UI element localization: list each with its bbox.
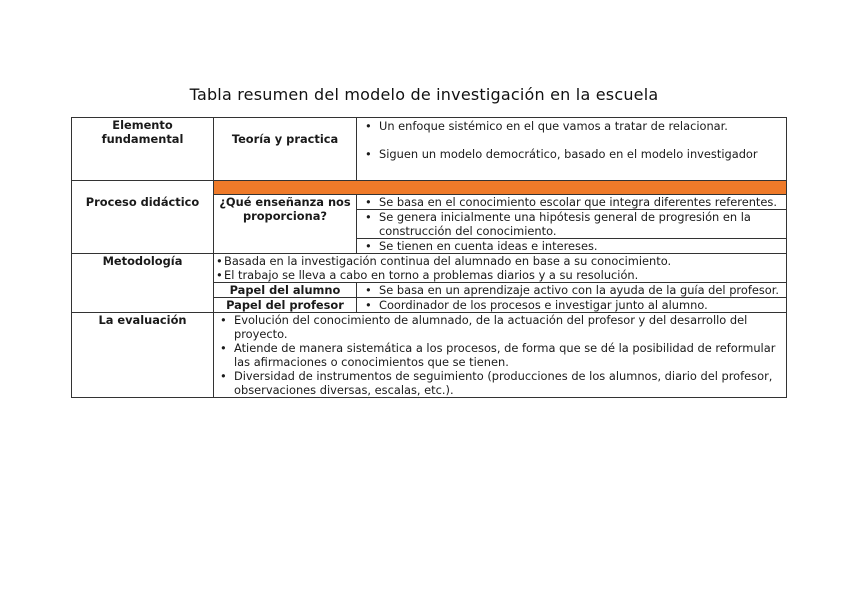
row-label-metodologia: Metodología: [72, 254, 214, 313]
bullet-icon: •: [216, 268, 223, 282]
page-title: Tabla resumen del modelo de investigación en la escuela: [189, 85, 659, 104]
row-evaluacion: [72, 313, 787, 398]
bullet-icon: •: [220, 341, 227, 355]
bullet-icon: •: [365, 210, 372, 224]
sub-label-alumno: Papel del alumno: [214, 283, 357, 298]
cell-proceso-item-2: [357, 210, 787, 239]
cell-alumno-text: [357, 283, 787, 298]
row-label-elemento: Elemento fundamental: [72, 118, 214, 181]
list-item: • Diversidad de instrumentos de seguimiento (producciones de los alumnos, diario del profesor, observaciones diversas, escalas, etc.).: [220, 369, 773, 397]
bullet-icon: •: [365, 147, 372, 161]
cell-proceso-item-1: [357, 195, 787, 210]
row-label-proceso: Proceso didáctico: [72, 181, 214, 254]
bullet-icon: •: [220, 369, 227, 383]
bullet-icon: •: [216, 254, 223, 268]
list-item: • Se basa en el conocimiento escolar que integra diferentes referentes.: [365, 195, 777, 209]
row-elemento-fundamental: [72, 118, 787, 181]
summary-table: [71, 117, 787, 398]
bullet-icon: •: [365, 239, 372, 253]
cell-profesor-text: [357, 298, 787, 313]
cell-evaluacion-items: [214, 313, 787, 398]
row-metodologia: [72, 254, 787, 283]
bullet-icon: •: [365, 119, 372, 133]
list-item: • Siguen un modelo democrático, basado en el modelo investigador: [365, 147, 758, 161]
row-label-evaluacion: La evaluación: [72, 313, 214, 398]
bullet-icon: •: [365, 195, 372, 209]
bullet-icon: •: [220, 313, 227, 327]
cell-teoria-items: [357, 118, 787, 181]
list-item: • Se tienen en cuenta ideas e intereses.: [365, 239, 598, 253]
list-item: • Coordinador de los procesos e investigar junto al alumno.: [365, 298, 708, 312]
list-item: • Basada en la investigación continua del alumnado en base a su conocimiento.: [216, 254, 672, 268]
row-proceso-didactico: [72, 181, 787, 195]
list-item: • Atiende de manera sistemática a los procesos, de forma que se dé la posibilidad de reformular las afirmaciones o conocimientos que se tienen.: [220, 341, 776, 369]
sub-label-profesor: Papel del profesor: [214, 298, 357, 313]
cell-proceso-item-3: [357, 239, 787, 254]
bullet-icon: •: [365, 283, 372, 297]
list-item: • Se basa en un aprendizaje activo con la ayuda de la guía del profesor.: [365, 283, 780, 297]
accent-bar: [214, 181, 787, 195]
sub-label-teoria: Teoría y practica: [214, 118, 357, 181]
list-item: • Evolución del conocimiento de alumnado, de la actuación del profesor y del desarrollo del proyecto.: [220, 313, 748, 341]
list-item: • Se genera inicialmente una hipótesis general de progresión en la construcción del conocimiento.: [365, 210, 751, 238]
list-item: • Un enfoque sistémico en el que vamos a tratar de relacionar.: [365, 119, 728, 133]
list-item: • El trabajo se lleva a cabo en torno a problemas diarios y a su resolución.: [216, 268, 639, 282]
sub-label-ensenanza: ¿Qué enseñanza nos proporciona?: [214, 195, 357, 254]
bullet-icon: •: [365, 298, 372, 312]
cell-metodologia-items: [214, 254, 787, 283]
